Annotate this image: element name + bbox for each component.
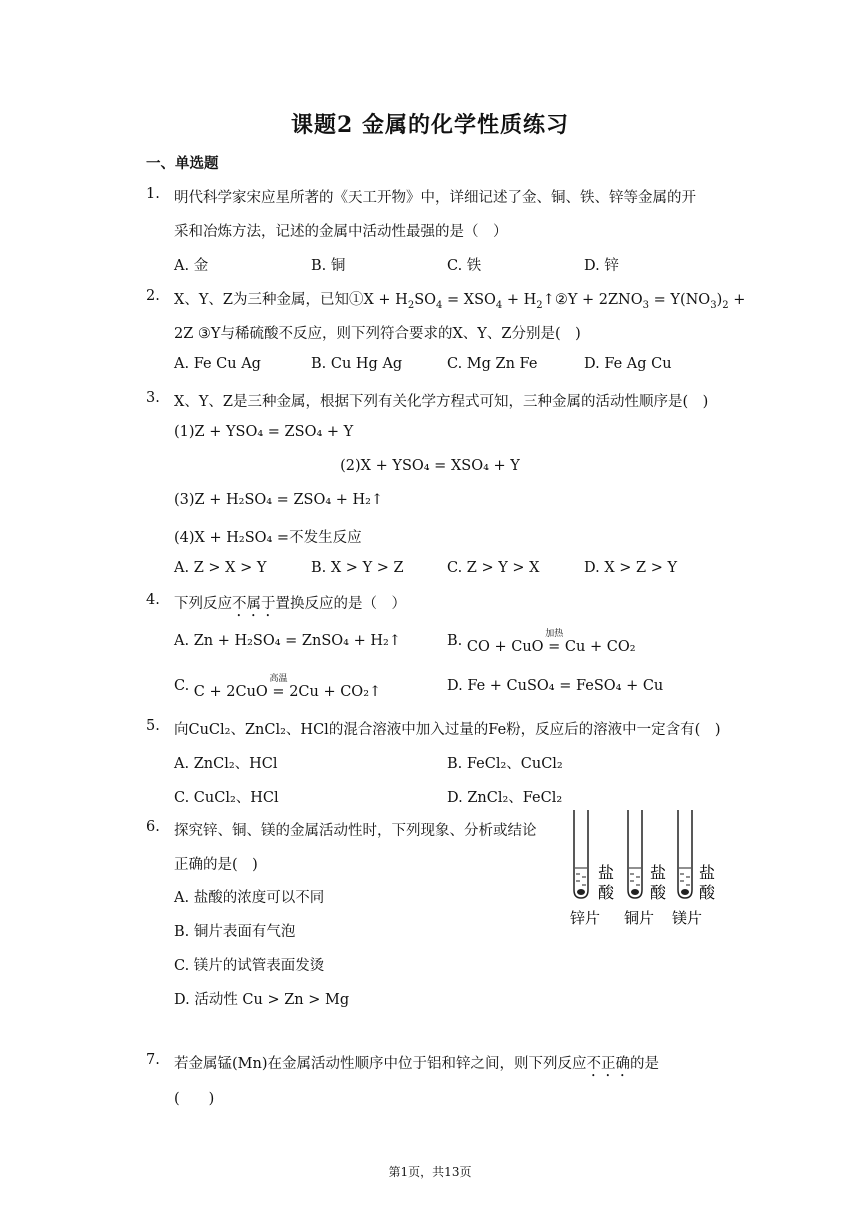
question-text: 探究锌、铜、镁的金属活动性时，下列现象、分析或结论 bbox=[174, 823, 537, 839]
question-text: ( ) bbox=[174, 1091, 215, 1107]
test-tube-magnesium bbox=[672, 810, 716, 927]
option-c: C. Z > Y > X bbox=[447, 560, 540, 576]
reaction-condition: 加热 bbox=[545, 629, 564, 639]
acid-label: 酸 bbox=[598, 883, 615, 902]
option-b: B. 铜 bbox=[311, 258, 346, 274]
option-b: B. FeCl₂、CuCl₂ bbox=[447, 756, 563, 772]
tube-label: 铜片 bbox=[624, 909, 655, 927]
equation: (1)Z + YSO₄ = ZSO₄ + Y bbox=[174, 424, 354, 440]
option-c: C. CuCl₂、HCl bbox=[174, 790, 279, 806]
question-text: 正确的是( ) bbox=[174, 857, 258, 873]
acid-label: 酸 bbox=[699, 883, 716, 902]
question-text: X、Y、Z为三种金属，已知①X + $H_2SO_4 = XSO_4$ + $H_2↑②Y + 2ZNO_3 = Y(NO_3)_2$ + bbox=[174, 292, 746, 311]
acid-label: 盐 bbox=[598, 863, 615, 882]
question-number: 6. bbox=[146, 819, 160, 835]
option-b: B. Cu Hg Ag bbox=[311, 356, 403, 372]
test-tube-copper bbox=[624, 810, 667, 927]
question-text: 下列反应不属于置换反应的是（ ） bbox=[174, 596, 406, 612]
question-text: 明代科学家宋应星所著的《天工开物》中，详细记述了金、铜、铁、锌等金属的开 bbox=[174, 190, 696, 206]
question-number: 5. bbox=[146, 718, 160, 734]
option-a: A. 金 bbox=[174, 258, 209, 274]
option-d: D. ZnCl₂、FeCl₂ bbox=[447, 790, 563, 806]
question-number: 7. bbox=[146, 1052, 160, 1068]
option-c: C. C + 2CuO = 高温 2Cu + CO₂↑ bbox=[174, 678, 381, 694]
question-number: 2. bbox=[146, 288, 160, 304]
option-d: D. Fe Ag Cu bbox=[584, 356, 672, 372]
option-a: A. ZnCl₂、HCl bbox=[174, 756, 278, 772]
question-text: X、Y、Z是三种金属，根据下列有关化学方程式可知，三种金属的活动性顺序是( ) bbox=[174, 394, 709, 410]
question-number: 4. bbox=[146, 592, 160, 608]
option-b: B. CO + CuO = 加热 Cu + CO₂ bbox=[447, 633, 636, 649]
option-b: B. X > Y > Z bbox=[311, 560, 404, 576]
equation: (2)X + YSO₄ = XSO₄ + Y bbox=[340, 458, 520, 474]
question-text: 2Z ③Y与稀硫酸不反应，则下列符合要求的X、Y、Z分别是( ) bbox=[174, 326, 581, 342]
option-a: A. Fe Cu Ag bbox=[174, 356, 261, 372]
acid-label: 盐 bbox=[699, 863, 716, 882]
equation: (4)X + H₂SO₄ =不发生反应 bbox=[174, 530, 362, 546]
question-text: 采和冶炼方法，记述的金属中活动性最强的是（ ） bbox=[174, 224, 508, 240]
question-text: 若金属锰(Mn)在金属活动性顺序中位于铝和锌之间，则下列反应不正确的是 bbox=[174, 1056, 659, 1072]
emphasis-text: 不属于 bbox=[232, 596, 276, 612]
question-text: 向CuCl₂、ZnCl₂、HCl的混合溶液中加入过量的Fe粉，反应后的溶液中一定含有( ) bbox=[174, 722, 721, 738]
option-c: C. Mg Zn Fe bbox=[447, 356, 538, 372]
page-footer: 第1页，共13页 bbox=[388, 1165, 472, 1179]
option-a: A. 盐酸的浓度可以不同 bbox=[174, 890, 325, 906]
option-c: C. 铁 bbox=[447, 258, 482, 274]
test-tube-figure bbox=[566, 806, 726, 930]
option-b: B. 铜片表面有气泡 bbox=[174, 924, 296, 940]
option-d: D. 活动性 Cu > Zn > Mg bbox=[174, 992, 350, 1008]
equation: (3)Z + H₂SO₄ = ZSO₄ + H₂↑ bbox=[174, 492, 384, 508]
page-title: 课题2 金属的化学性质练习 bbox=[291, 112, 569, 138]
option-c: C. 镁片的试管表面发烫 bbox=[174, 958, 325, 974]
question-number: 1. bbox=[146, 186, 160, 202]
question-number: 3. bbox=[146, 390, 160, 406]
option-d: D. X > Z > Y bbox=[584, 560, 678, 576]
section-heading: 一、单选题 bbox=[146, 155, 219, 172]
tube-label: 锌片 bbox=[570, 909, 601, 927]
option-a: A. Zn + H₂SO₄ = ZnSO₄ + H₂↑ bbox=[174, 633, 401, 649]
option-a: A. Z > X > Y bbox=[174, 560, 267, 576]
reaction-condition: 高温 bbox=[269, 674, 288, 684]
acid-label: 盐 bbox=[650, 863, 667, 882]
emphasis-text: 不正确 bbox=[586, 1056, 630, 1072]
option-d: D. Fe + CuSO₄ = FeSO₄ + Cu bbox=[447, 678, 664, 694]
test-tube-zinc bbox=[570, 810, 615, 927]
acid-label: 酸 bbox=[650, 883, 667, 902]
option-d: D. 锌 bbox=[584, 258, 619, 274]
tube-label: 镁片 bbox=[672, 909, 703, 927]
